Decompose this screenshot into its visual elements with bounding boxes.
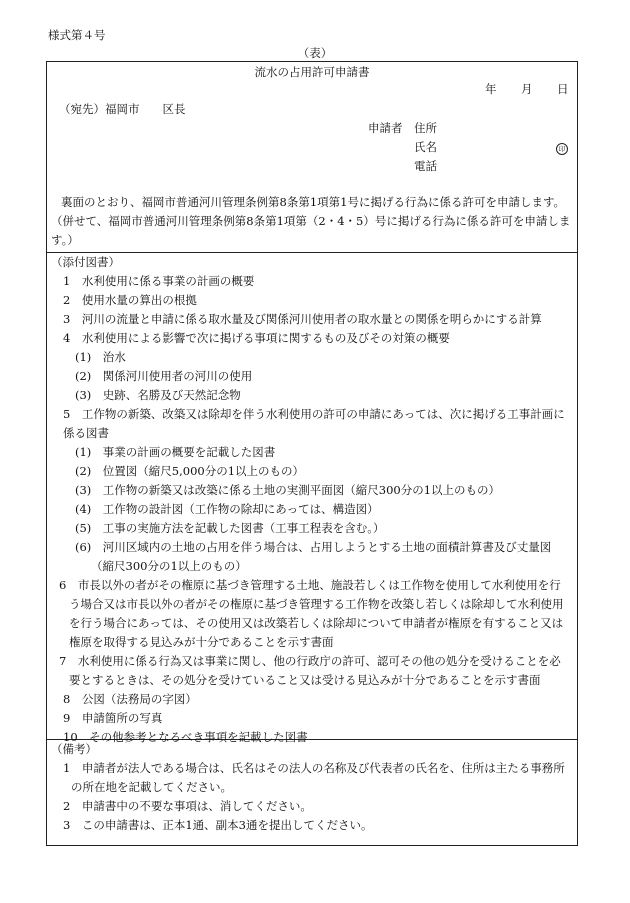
applicant-label: 申請者 xyxy=(368,121,403,135)
application-statement: 裏面のとおり、福岡市普通河川管理条例第8条第1項第1号に掲げる行為に係る許可を申請します。 xyxy=(61,195,566,209)
application-form xyxy=(46,61,578,846)
attachment-item-continued: 係る図書 xyxy=(63,426,109,440)
remark-item: 2 申請書中の不要な事項は、消してください。 xyxy=(63,799,312,813)
attachment-item-continued: う場合又は市長以外の者がその権原に基づき管理する工作物を改築し若しくは除却して水利使用 xyxy=(69,597,564,611)
attachment-subitem: (2) 関係河川使用者の河川の使用 xyxy=(75,369,253,383)
remark-item: 3 この申請書は、正本1通、副本3通を提出してください。 xyxy=(63,818,373,832)
attachment-item: 6 市長以外の者がその権原に基づき管理する土地、施設若しくは工作物を使用して水利使用を行 xyxy=(59,578,561,592)
date-month-label: 月 xyxy=(521,82,533,96)
attachments-heading: （添付図書） xyxy=(51,255,120,269)
remarks-heading: （備考） xyxy=(51,742,97,756)
attachment-item: 7 水利使用に係る行為又は事業に関し、他の行政庁の許可、認可その他の処分を受けることを必 xyxy=(59,654,561,668)
form-title: 流水の占用許可申請書 xyxy=(254,65,370,79)
attachment-item: 8 公図（法務局の字図） xyxy=(63,692,197,706)
date-year-label: 年 xyxy=(485,82,497,96)
attachment-subitem-continued: （縮尺300分の1以上のもの） xyxy=(91,559,247,573)
remark-item-continued: の所在地を記載してください。 xyxy=(71,780,232,794)
attachment-item: 5 工作物の新築、改築又は除却を伴う水利使用の許可の申請にあっては、次に掲げる工事計画に xyxy=(63,407,565,421)
side-label: （表） xyxy=(297,46,333,60)
address-label: 住所 xyxy=(414,121,437,135)
attachment-subitem: (2) 位置図（縮尺5,000分の1以上のもの） xyxy=(75,464,305,478)
attachments-section xyxy=(47,253,577,744)
application-statement-supplement: （併せて、福岡市普通河川管理条例第8条第1項第（2・4・5）号に掲げる行為に係る許可を申請しま xyxy=(51,214,571,228)
remarks-section xyxy=(47,740,577,845)
attachment-item: 1 水利使用に係る事業の計画の概要 xyxy=(63,274,255,288)
seal-mark xyxy=(556,141,568,155)
attachment-item: 9 申請箇所の写真 xyxy=(63,711,163,725)
date-day-label: 日 xyxy=(557,82,569,96)
attachment-item: 2 使用水量の算出の根拠 xyxy=(63,293,197,307)
attachment-subitem: (6) 河川区域内の土地の占用を伴う場合は、占用しようとする土地の面積計算書及び丈量図 xyxy=(75,540,552,554)
addressee: （宛先）福岡市 区長 xyxy=(59,102,186,116)
attachment-subitem: (4) 工作物の設計図（工作物の除却にあっては、構造図） xyxy=(75,502,379,516)
attachment-subitem: (1) 事業の計画の概要を記載した図書 xyxy=(75,445,276,459)
application-statement-end: す。） xyxy=(51,233,79,247)
seal-icon: 印 xyxy=(556,143,568,155)
name-label: 氏名 xyxy=(414,140,437,154)
attachment-item: 3 河川の流量と申請に係る取水量及び関係河川使用者の取水量との関係を明らかにする計算 xyxy=(63,312,542,326)
attachment-item: 10 その他参考となるべき事項を記載した図書 xyxy=(63,730,308,744)
attachment-subitem: (5) 工事の実施方法を記載した図書（工事工程表を含む。） xyxy=(75,521,385,535)
attachment-subitem: (3) 史跡、名勝及び天然記念物 xyxy=(75,388,241,402)
attachment-item-continued: を行う場合にあっては、その使用又は改築若しくは除却について申請者が権原を有すること又は xyxy=(69,616,564,630)
form-number: 様式第４号 xyxy=(48,28,106,42)
attachment-item: 4 水利使用による影響で次に掲げる事項に関するもの及びその対策の概要 xyxy=(63,331,450,345)
attachment-subitem: (1) 治水 xyxy=(75,350,126,364)
attachment-item-continued: 要とするときは、その処分を受けていること又は受ける見込みが十分であることを示す書面 xyxy=(69,673,541,687)
application-section xyxy=(47,62,577,253)
attachment-subitem: (3) 工作物の新築又は改築に係る土地の実測平面図（縮尺300分の1以上のもの） xyxy=(75,483,501,497)
remark-item: 1 申請者が法人である場合は、氏名はその法人の名称及び代表者の氏名を、住所は主たる事務所 xyxy=(63,761,565,775)
attachment-item-continued: 権原を取得する見込みが十分であることを示す書面 xyxy=(69,635,334,649)
phone-label: 電話 xyxy=(414,159,437,173)
